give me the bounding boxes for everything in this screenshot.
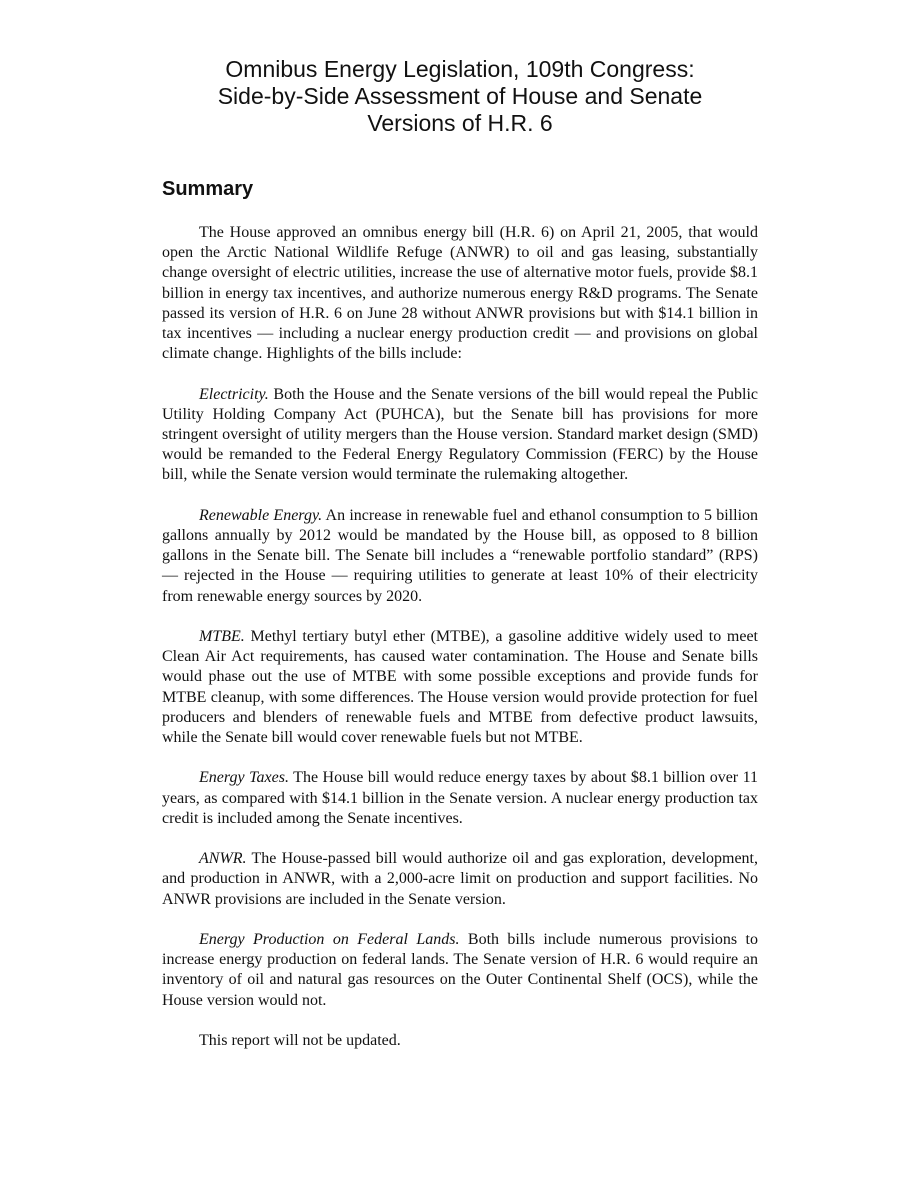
intro-paragraph: The House approved an omnibus energy bill (H.R. 6) on April 21, 2005, that would open the Arctic National Wildlife Refuge (ANWR) to oil and gas leasing, substantially change oversight of electric utilities, increase the use of alternative motor fuels, provide $8.1 billion in energy tax incentives, and authorize numerous energy R&D programs. The Senate passed its version of H.R. 6 on June 28 without ANWR provisions but with $14.1 billion in tax incentives — including a nuclear energy production credit — and provisions on global climate change. Highlights of the bills include: bbox=[162, 224, 758, 363]
paragraph-lead: MTBE. bbox=[199, 628, 245, 646]
paragraph-lead: ANWR. bbox=[199, 850, 247, 868]
anwr-paragraph bbox=[162, 849, 758, 910]
title-line: Side-by-Side Assessment of House and Senate bbox=[217, 83, 703, 109]
paragraph-lead: Energy Taxes. bbox=[199, 769, 289, 787]
document-title bbox=[162, 56, 758, 137]
paragraph-text: Both the House and the Senate versions of the bill would repeal the Public Utility Holding Company Act (PUHCA), but the Senate bill has provisions for more stringent oversight of utility mergers than the House version. Standard market design (SMD) would be remanded to the Federal Energy Regulatory Commission (FERC) by the House bill, while the Senate version would terminate the rulemaking altogether. bbox=[162, 385, 758, 484]
electricity-paragraph bbox=[162, 385, 758, 486]
closing-paragraph: This report will not be updated. bbox=[199, 1032, 401, 1050]
paragraph-text: Methyl tertiary butyl ether (MTBE), a gasoline additive widely used to meet Clean Air Act requirements, has caused water contamination. The House and Senate bills would phase out the use of MTBE with some possible exceptions and provide funds for MTBE cleanup, with some differences. The House version would provide protection for fuel producers and blenders of renewable fuels and MTBE from defective product lawsuits, while the Senate bill would cover renewable fuels but not MTBE. bbox=[162, 628, 758, 747]
paragraph-lead: Energy Production on Federal Lands. bbox=[199, 931, 460, 949]
title-line: Omnibus Energy Legislation, 109th Congress: bbox=[225, 56, 695, 82]
federal-lands-paragraph bbox=[162, 930, 758, 1011]
document-page bbox=[162, 56, 758, 1051]
summary-body bbox=[162, 223, 758, 1051]
mtbe-paragraph bbox=[162, 627, 758, 748]
paragraph-text: Both bills include numerous provisions to increase energy production on federal lands. The Senate version of H.R. 6 would require an inventory of oil and natural gas resources on the Outer Continental Shelf (OCS), while the House version would not. bbox=[162, 931, 758, 1009]
paragraph-text: The House-passed bill would authorize oil and gas exploration, development, and production in ANWR, with a 2,000-acre limit on production and support facilities. No ANWR provisions are included in the Senate version. bbox=[162, 850, 758, 908]
paragraph-lead: Renewable Energy. bbox=[199, 506, 323, 524]
summary-heading: Summary bbox=[162, 178, 254, 200]
paragraph-lead: Electricity. bbox=[199, 385, 269, 403]
energy-taxes-paragraph bbox=[162, 768, 758, 829]
paragraph-text: An increase in renewable fuel and ethanol consumption to 5 billion gallons annually by 2012 would be mandated by the House bill, as opposed to 8 billion gallons in the Senate bill. The Senate bill includes a “renewable portfolio standard” (RPS) — rejected in the House — requiring utilities to generate at least 10% of their electricity from renewable energy sources by 2020. bbox=[162, 506, 759, 605]
title-line: Versions of H.R. 6 bbox=[367, 110, 553, 136]
paragraph-text: The House bill would reduce energy taxes by about $8.1 billion over 11 years, as compared with $14.1 billion in the Senate version. A nuclear energy production tax credit is included among the Senate incentives. bbox=[162, 769, 759, 827]
renewable-energy-paragraph bbox=[162, 506, 758, 607]
